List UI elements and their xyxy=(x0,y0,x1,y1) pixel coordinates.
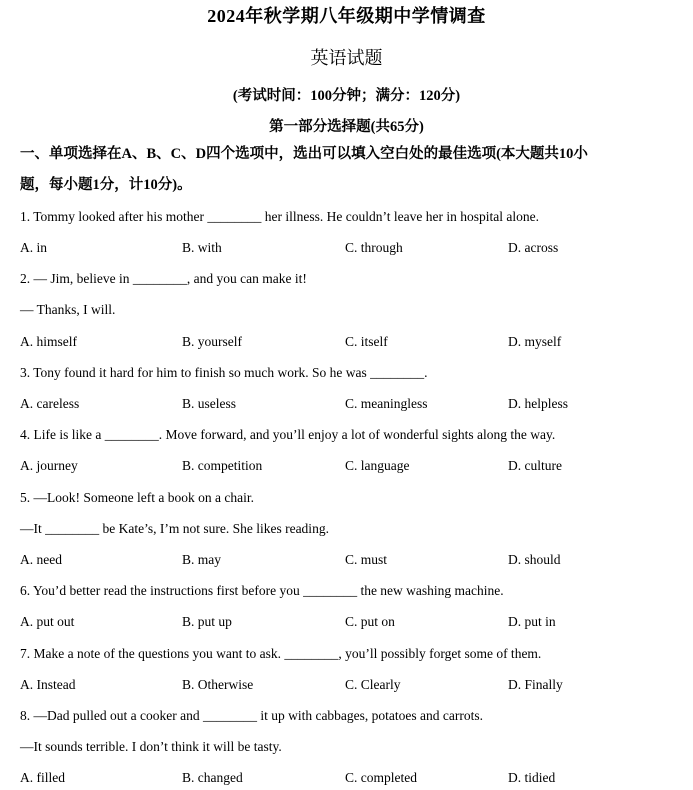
q2-option-c: C. itself xyxy=(345,334,388,349)
exam-time-score: (考试时间：100分钟；满分：120分) xyxy=(232,88,461,104)
question-5-reply: —It ________ be Kate’s, I’m not sure. She likes reading. xyxy=(20,521,329,536)
section-instructions-line: 题，每小题1分，计10分)。 xyxy=(20,177,192,193)
q6-option-c: C. put on xyxy=(345,614,395,629)
question-8-stem: 8. —Dad pulled out a cooker and ________ it up with cabbages, potatoes and carrots. xyxy=(20,708,484,723)
section-instructions xyxy=(20,139,680,201)
question-1-stem: 1. Tommy looked after his mother ________ her illness. He couldn’t leave her in hospital alone. xyxy=(20,209,539,224)
question-2-stem: 2. — Jim, believe in ________, and you can make it! xyxy=(20,271,307,286)
q7-option-b: B. Otherwise xyxy=(182,677,254,692)
question-8-reply: —It sounds terrible. I don’t think it will be tasty. xyxy=(20,739,282,754)
q3-option-a: A. careless xyxy=(20,396,80,411)
exam-subtitle: 英语试题 xyxy=(310,48,383,68)
q4-option-a: A. journey xyxy=(20,458,78,473)
q1-option-d: D. across xyxy=(508,240,559,255)
q4-option-b: B. competition xyxy=(182,458,263,473)
question-7-stem: 7. Make a note of the questions you want to ask. ________, you’ll possibly forget some of them. xyxy=(20,646,542,661)
q1-option-b: B. with xyxy=(182,240,222,255)
q8-option-c: C. completed xyxy=(345,770,417,785)
q5-option-c: C. must xyxy=(345,552,388,567)
question-6-stem: 6. You’d better read the instructions first before you ________ the new washing machine. xyxy=(20,583,504,598)
part-heading: 第一部分选择题(共65分) xyxy=(269,119,424,135)
question-3-stem: 3. Tony found it hard for him to finish so much work. So he was ________. xyxy=(20,365,428,380)
q4-option-d: D. culture xyxy=(508,458,562,473)
q5-option-d: D. should xyxy=(508,552,561,567)
q2-option-b: B. yourself xyxy=(182,334,242,349)
section-instructions-line: 一、单项选择在A、B、C、D四个选项中，选出可以填入空白处的最佳选项(本大题共10小 xyxy=(20,146,588,162)
q6-option-d: D. put in xyxy=(508,614,556,629)
q8-option-b: B. changed xyxy=(182,770,243,785)
q7-option-c: C. Clearly xyxy=(345,677,401,692)
q3-option-c: C. meaningless xyxy=(345,396,428,411)
q7-option-d: D. Finally xyxy=(508,677,563,692)
q8-option-d: D. tidied xyxy=(508,770,556,785)
question-5-stem: 5. —Look! Someone left a book on a chair. xyxy=(20,490,254,505)
q5-option-a: A. need xyxy=(20,552,62,567)
q4-option-c: C. language xyxy=(345,458,410,473)
exam-title: 2024年秋学期八年级期中学情调查 xyxy=(207,6,486,26)
q3-option-b: B. useless xyxy=(182,396,236,411)
q1-option-c: C. through xyxy=(345,240,403,255)
q5-option-b: B. may xyxy=(182,552,221,567)
q1-option-a: A. in xyxy=(20,240,47,255)
q6-option-a: A. put out xyxy=(20,614,75,629)
q3-option-d: D. helpless xyxy=(508,396,568,411)
q8-option-a: A. filled xyxy=(20,770,65,785)
question-2-reply: — Thanks, I will. xyxy=(20,302,116,317)
q2-option-d: D. myself xyxy=(508,334,562,349)
q6-option-b: B. put up xyxy=(182,614,232,629)
q7-option-a: A. Instead xyxy=(20,677,76,692)
question-4-stem: 4. Life is like a ________. Move forward, and you’ll enjoy a lot of wonderful sights along the way. xyxy=(20,427,556,442)
q2-option-a: A. himself xyxy=(20,334,77,349)
